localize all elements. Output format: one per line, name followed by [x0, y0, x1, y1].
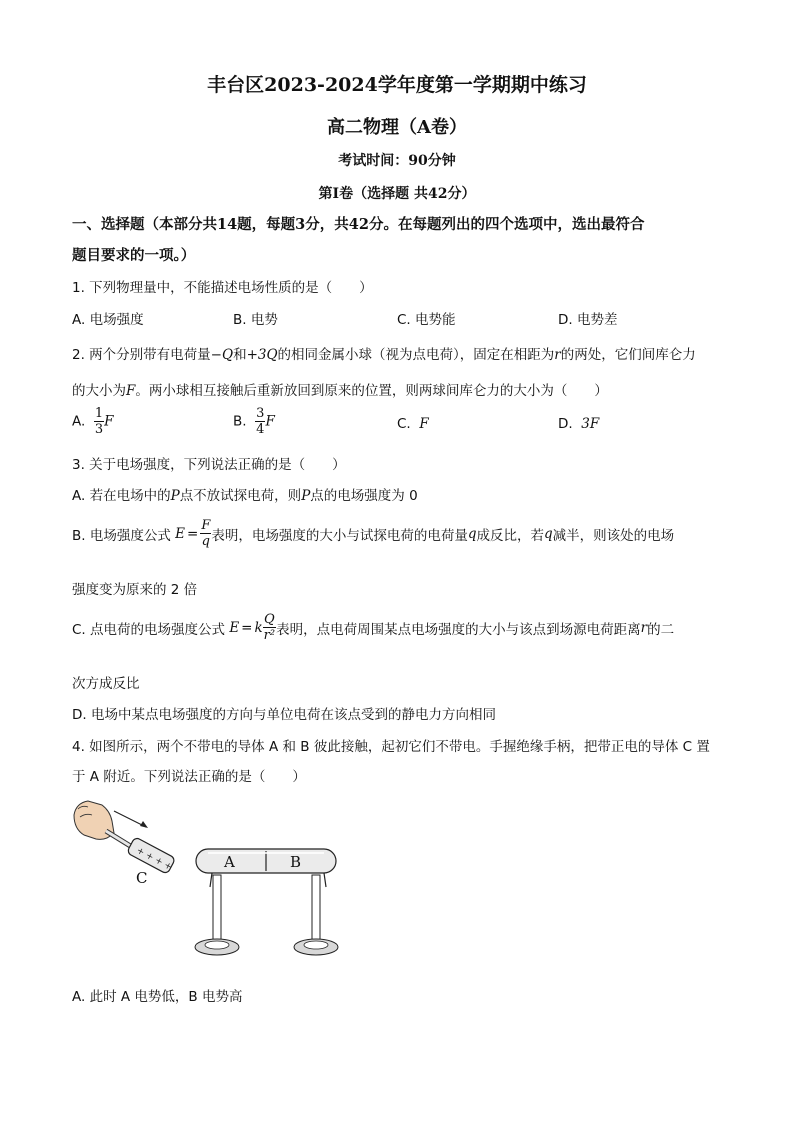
- q3-option-c-line2: 次方成反比: [72, 676, 140, 692]
- q1-stem: 1. 下列物理量中，不能描述电场性质的是（ ）: [72, 280, 373, 296]
- q3-option-a: A. 若在电场中的P点不放试探电荷，则P点的电场强度为 0: [72, 488, 418, 504]
- fraction: $\frac{F}{q}$: [201, 518, 211, 549]
- conductor-ab: [196, 849, 336, 873]
- stand-right: [294, 875, 338, 955]
- q2-option-d: D. 3F: [558, 416, 600, 432]
- label-a: A: [224, 853, 235, 871]
- q3-stem: 3. 关于电场强度，下列说法正确的是（ ）: [72, 457, 346, 473]
- instructions-line1: 一、选择题（本部分共14题，每题3分，共42分。在每题列出的四个选项中，选出最符合: [72, 216, 645, 233]
- svg-text:+ + + +: + + + +: [134, 845, 174, 873]
- q4-stem-line1: 4. 如图所示，两个不带电的导体 A 和 B 彼此接触，起初它们不带电。手握绝缘手柄，把带正电的导体 C 置: [72, 739, 710, 755]
- label-c: C: [136, 869, 148, 887]
- conductor-c: [127, 837, 177, 875]
- q2-option-a: A. $\frac{1}{3}$ F: [72, 406, 114, 437]
- q2-stem-line1: 2. 两个分别带有电荷量−Q和+3Q的相同金属小球（视为点电荷），固定在相距为r的两处，它们间库仑力: [72, 347, 696, 363]
- q1-option-b: B. 电势: [233, 312, 278, 328]
- page-subtitle: 高二物理（A卷）: [327, 117, 467, 138]
- motion-arrow: [114, 811, 148, 828]
- fraction: $\frac{3}{4}$: [256, 406, 265, 437]
- fraction: $\frac{Q}{\text{r²}}$: [263, 612, 276, 643]
- q3-option-b-line2: 强度变为原来的 2 倍: [72, 582, 198, 598]
- q4-option-a: A. 此时 A 电势低，B 电势高: [72, 989, 243, 1005]
- conductors-figure: [66, 795, 356, 970]
- q1-option-c: C. 电势能: [397, 312, 456, 328]
- q2-option-c: C. F: [397, 416, 429, 432]
- stand-left: [195, 875, 239, 955]
- fraction: $\frac{1}{3}$: [94, 406, 104, 437]
- q1-option-a: A. 电场强度: [72, 312, 144, 328]
- insulating-handle: [106, 831, 132, 847]
- q2-stem-line2: 的大小为F。两小球相互接触后重新放回到原来的位置，则两球间库仑力的大小为（ ）: [72, 383, 608, 399]
- q2-option-b: B. $\frac{3}{4}$ F: [233, 406, 275, 437]
- foil-a: [210, 873, 212, 887]
- foil-b: [324, 873, 326, 887]
- section-title: 第I卷（选择题 共42分）: [318, 186, 476, 202]
- q3-option-d: D. 电场中某点电场强度的方向与单位电荷在该点受到的静电力方向相同: [72, 707, 496, 723]
- label-b: B: [290, 853, 302, 871]
- q3-option-b-line1: B. 电场强度公式 E = $\frac{F}{q}$ 表明，电场强度的大小与试探电荷的电荷量q成反比，若q减半，则该处的电场: [72, 518, 675, 549]
- q1-option-d: D. 电势差: [558, 312, 618, 328]
- q4-stem-line2: 于 A 附近。下列说法正确的是（ ）: [72, 769, 306, 785]
- page-title: 丰台区2023-2024学年度第一学期期中练习: [207, 74, 587, 96]
- exam-time: 考试时间：90分钟: [338, 153, 456, 169]
- instructions-line2: 题目要求的一项。）: [72, 247, 196, 264]
- q3-option-c-line1: C. 点电荷的电场强度公式 E = k $\frac{Q}{\text{r²}}$ 表明，点电荷周围某点电场强度的大小与该点到场源电荷距离r的二: [72, 612, 675, 643]
